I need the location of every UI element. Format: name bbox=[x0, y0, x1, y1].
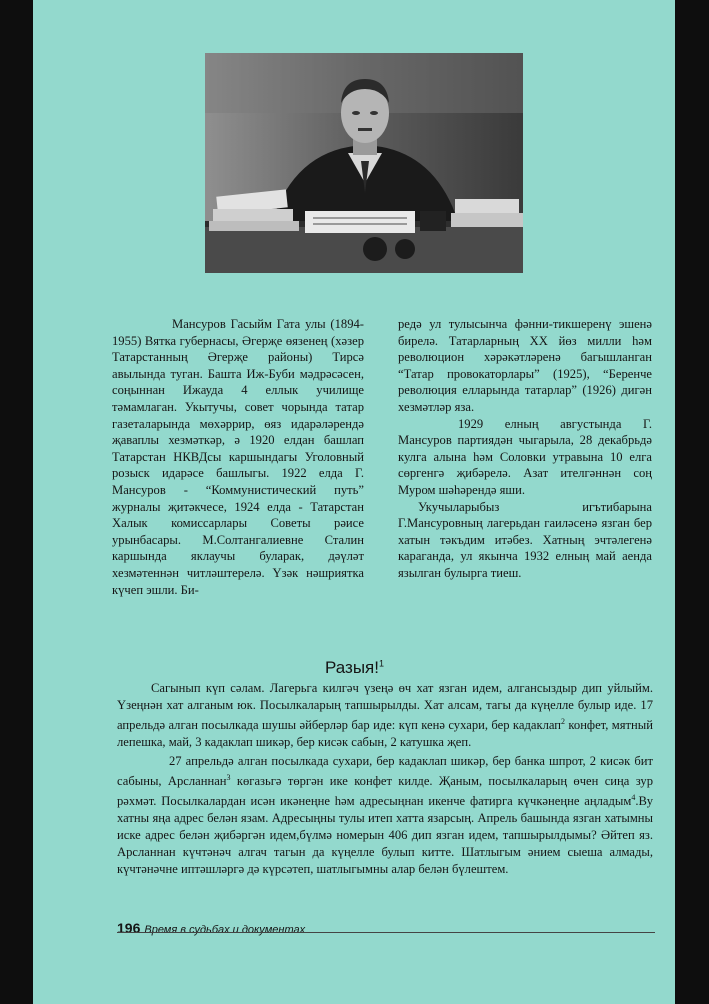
footnote-marker: 1 bbox=[378, 658, 384, 669]
letter-text: Сагынып күп сәлам. Лагерьга килгәч үзеңә өч хат язган идем, алгансыздыр дип уйлыйм. Үзеңнән хат алганым юк. Посылкаларың тапшырылды. Хат алсам, тагы да күңелле булыр иде. 17 апрельдә алган посылкада шушы әйберләр бар иде: күп кенә сухари, бер кадаклап bbox=[117, 681, 653, 732]
footer-rule bbox=[117, 932, 655, 933]
portrait-photo bbox=[205, 53, 523, 273]
letter-paragraph bbox=[117, 753, 653, 878]
biography-paragraph: редә ул тулысынча фәнни-тикшеренү эшенә бирелә. Татарларның XX йөз милли һәм революцион хәрәкәтләренә багышланган “Татар провокаторлары” (1925), “Беренче революция елларында татарлар” (1926) дигән хезмәтләр яза. bbox=[398, 317, 652, 414]
biography-left-column bbox=[112, 316, 364, 598]
letter-body bbox=[117, 680, 653, 878]
footnote-marker: 3 bbox=[226, 772, 231, 782]
page-footer bbox=[117, 920, 305, 936]
footnote-marker: 2 bbox=[561, 716, 566, 726]
letter-text: конфет, мятный лепешка, май, 3 кадаклап шикәр, бер кисәк сабын, 2 катушка җеп. bbox=[117, 718, 653, 749]
biography-paragraph: Укучыларыбыз игътибарына Г.Мансуровның лагерьдан гаиләсенә язган бер хатын тәкъдим итәбез. Хатның эчтәлегенә карaганда, ул якынча 1932 елның май аенда язылган булырга тиеш. bbox=[398, 499, 652, 580]
biography-paragraph: Мансуров Гасыйм Гата улы (1894-1955) Вятка губернасы, Әгерҗе өязенең (хәзер Татарстанның Әгерҗе районы) Тирсә авылында туган. Башта Иж-Буби мәдрәсәсен, соңыннан Ижауда 4 еллык училище тәмамлаган. Укытучы, совет чорында татар газеталарында мөхәррир, өяз идарәләрендә җаваплы хезмәткәр, ә 1920 елдан башлап Татарстан НКВДсы каршындагы Уголовный розыск идарәсе башлыгы. 1922 елда Г. Мансуров - “Коммунистический путь” журналы җитәкчесе, 1924 елда - Татарстан Халык комиссарлары Советы рәисе урынбасары. М.Солтангалиевне Сталин каршында яклаучы буларак, дәүләт хезмәтеннән читләштерелә. Үзәк нәшриятка күчеп эшли. Би- bbox=[112, 317, 364, 597]
footnote-marker: 4 bbox=[631, 792, 636, 802]
biography-paragraph: 1929 елның августында Г. Мансуров партиядән чыгарыла, 28 декабрьдә кулга алына һәм Соловки утравына 10 елга сөргенгә җибәрелә. Азат ителгәннән соң Муром шәһәрендә яши. bbox=[398, 416, 652, 497]
letter-text: 27 апрельдә алган посылкада сухари, бер кадаклап шикәр, бер банка шпрот, 2 кисәк бит сабыны, Арсланнан bbox=[117, 753, 653, 788]
letter-paragraph bbox=[117, 680, 653, 751]
letter-text: көгазьгә төргән ике конфет килде. Җаным, посылкаларың өчен сиңа зур рәхмәт. Посылкалардан исән икәнеңне һәм адресыңнан икенче фатирга күчкәнеңне аңладым bbox=[117, 773, 653, 808]
biography-right-column bbox=[398, 316, 652, 582]
letter-text: .Ву хатны яңа адрес белән язам. Адресыңны тулы итеп хатта язарсың. Апрель башында язган хатымны иске адрес белән җибәргән идем,бүлмә номерын 406 дип язган идем, тапшырылдымы? Әйтеп яз. Арсланнан күчтәнәч алгач тагын да күңелле булып китте. Шатлыгым әнием сыеша алмады, күчтәнәчне иптәшләргә дә күрсәтеп, шатлыгымны алар белән бүлештем. bbox=[117, 794, 653, 876]
running-title: Время в судьбах и документах bbox=[144, 924, 306, 936]
page-number: 196 bbox=[117, 920, 141, 936]
letter-title-text: Разыя! bbox=[325, 658, 379, 677]
letter-title bbox=[0, 658, 709, 678]
